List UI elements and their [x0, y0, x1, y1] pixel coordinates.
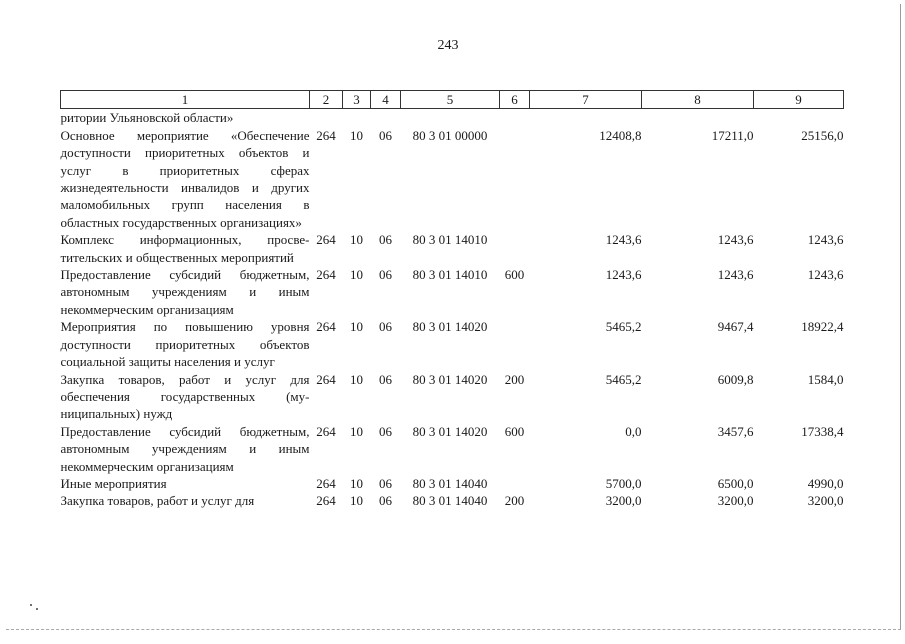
cell-subsection [371, 109, 401, 127]
cell-expense-type [500, 475, 530, 492]
document-page [6, 4, 901, 630]
cell-admin-code [310, 109, 343, 127]
cell-year-3: 17338,4 [801, 423, 844, 439]
cell-expense-type [500, 231, 530, 266]
cell-year-1: 1243,6 [605, 232, 642, 248]
column-header: 5 [401, 91, 500, 109]
cell-year-2: 9467,4 [717, 319, 754, 335]
cell-year-2: 1243,6 [717, 232, 754, 248]
row-name: Предоставление субсидий бюджетным, автономным учреждениям и иным некоммерческим организациям [60, 267, 310, 317]
column-header: 2 [310, 91, 343, 109]
cell-admin-code: 264 [316, 475, 336, 491]
cell-year-3: 1243,6 [807, 267, 844, 283]
row-name: Основное мероприятие «Обеспечение доступности приоритетных объектов и услуг в приоритетных сферах жизнедеятельности инвалидов и других маломобильных групп населения в областных государственных организациях» [60, 127, 310, 230]
cell-subsection: 06 [379, 371, 392, 387]
table-row [61, 109, 844, 127]
cell-year-1: 1243,6 [605, 267, 642, 283]
cell-year-3 [754, 109, 844, 127]
cell-target-article: 80 3 01 14020 [412, 371, 488, 387]
cell-admin-code: 264 [316, 267, 336, 283]
column-header: 3 [343, 91, 371, 109]
column-header: 7 [530, 91, 642, 109]
cell-year-2: 6009,8 [717, 371, 754, 387]
cell-year-1: 5465,2 [605, 319, 642, 335]
cell-subsection: 06 [379, 475, 392, 491]
cell-admin-code: 264 [316, 127, 336, 143]
cell-year-3: 1584,0 [807, 371, 844, 387]
cell-section: 10 [350, 319, 363, 335]
table-row [61, 127, 844, 231]
cell-year-1: 3200,0 [605, 493, 642, 509]
cell-year-2: 17211,0 [711, 127, 754, 143]
table-row [61, 371, 844, 423]
cell-section: 10 [350, 423, 363, 439]
column-header: 4 [371, 91, 401, 109]
page-number: 243 [437, 38, 459, 53]
cell-year-2: 6500,0 [717, 475, 754, 491]
cell-admin-code: 264 [316, 423, 336, 439]
table-row [61, 492, 844, 509]
cell-section [343, 109, 371, 127]
row-name: Закупка товаров, работ и услуг для [60, 493, 255, 509]
cell-section: 10 [350, 127, 363, 143]
cell-target-article: 80 3 01 14020 [412, 319, 488, 335]
cell-section: 10 [350, 267, 363, 283]
table-row [61, 423, 844, 475]
table-row [61, 475, 844, 492]
cell-admin-code: 264 [316, 493, 336, 509]
header-row [61, 91, 844, 109]
cell-year-1: 5465,2 [605, 371, 642, 387]
cell-section: 10 [350, 371, 363, 387]
cell-subsection: 06 [379, 232, 392, 248]
cell-subsection: 06 [379, 267, 392, 283]
cell-section: 10 [350, 475, 363, 491]
cell-expense-type [500, 318, 530, 370]
row-name: ритории Ульяновской области» [60, 110, 234, 126]
column-header: 9 [754, 91, 844, 109]
cell-target-article: 80 3 01 14040 [412, 475, 488, 491]
budget-table [60, 90, 844, 510]
row-name: Предоставление субсидий бюджетным, автономным учреждениям и иным некоммерческим организациям [60, 423, 310, 474]
scan-speck [36, 608, 38, 610]
cell-admin-code: 264 [316, 319, 336, 335]
cell-admin-code: 264 [316, 232, 336, 248]
column-header: 6 [500, 91, 530, 109]
cell-section: 10 [350, 493, 363, 509]
table-row [61, 266, 844, 318]
cell-expense-type: 200 [504, 493, 525, 509]
row-name: Мероприятия по повышению уровня доступности приоритетных объектов социальной защиты населения и услуг [60, 319, 310, 370]
cell-target-article [401, 109, 500, 127]
cell-expense-type: 600 [504, 267, 525, 283]
cell-target-article: 80 3 01 14040 [412, 493, 488, 509]
cell-year-3: 4990,0 [807, 475, 844, 491]
cell-target-article: 80 3 01 14020 [412, 423, 488, 439]
cell-year-2: 1243,6 [717, 267, 754, 283]
cell-year-3: 3200,0 [807, 493, 844, 509]
cell-year-3: 18922,4 [801, 319, 844, 335]
scan-speck [30, 604, 32, 606]
cell-section: 10 [350, 232, 363, 248]
cell-year-2 [642, 109, 754, 127]
cell-expense-type: 200 [504, 371, 525, 387]
cell-year-1: 5700,0 [605, 475, 642, 491]
column-header: 8 [642, 91, 754, 109]
cell-subsection: 06 [379, 127, 392, 143]
cell-subsection: 06 [379, 423, 392, 439]
row-name: Комплекс информационных, просветительских и общественных мероприятий [60, 232, 310, 265]
cell-subsection: 06 [379, 493, 392, 509]
cell-expense-type: 600 [504, 423, 525, 439]
cell-expense-type [500, 109, 530, 127]
table-row [61, 231, 844, 266]
cell-target-article: 80 3 01 00000 [412, 127, 488, 143]
row-name: Закупка товаров, работ и услуг для обеспечения государственных (муниципальных) нужд [60, 371, 310, 422]
cell-target-article: 80 3 01 14010 [412, 267, 488, 283]
cell-subsection: 06 [379, 319, 392, 335]
cell-year-1: 0,0 [625, 423, 642, 439]
table-row [61, 318, 844, 370]
cell-year-3: 25156,0 [801, 127, 844, 143]
cell-year-3: 1243,6 [807, 232, 844, 248]
cell-year-1 [530, 109, 642, 127]
cell-expense-type [500, 127, 530, 231]
cell-admin-code: 264 [316, 371, 336, 387]
row-name: Иные мероприятия [60, 475, 167, 491]
cell-year-2: 3200,0 [717, 493, 754, 509]
cell-year-1: 12408,8 [599, 127, 642, 143]
cell-target-article: 80 3 01 14010 [412, 232, 488, 248]
cell-year-2: 3457,6 [717, 423, 754, 439]
column-header: 1 [61, 91, 310, 109]
